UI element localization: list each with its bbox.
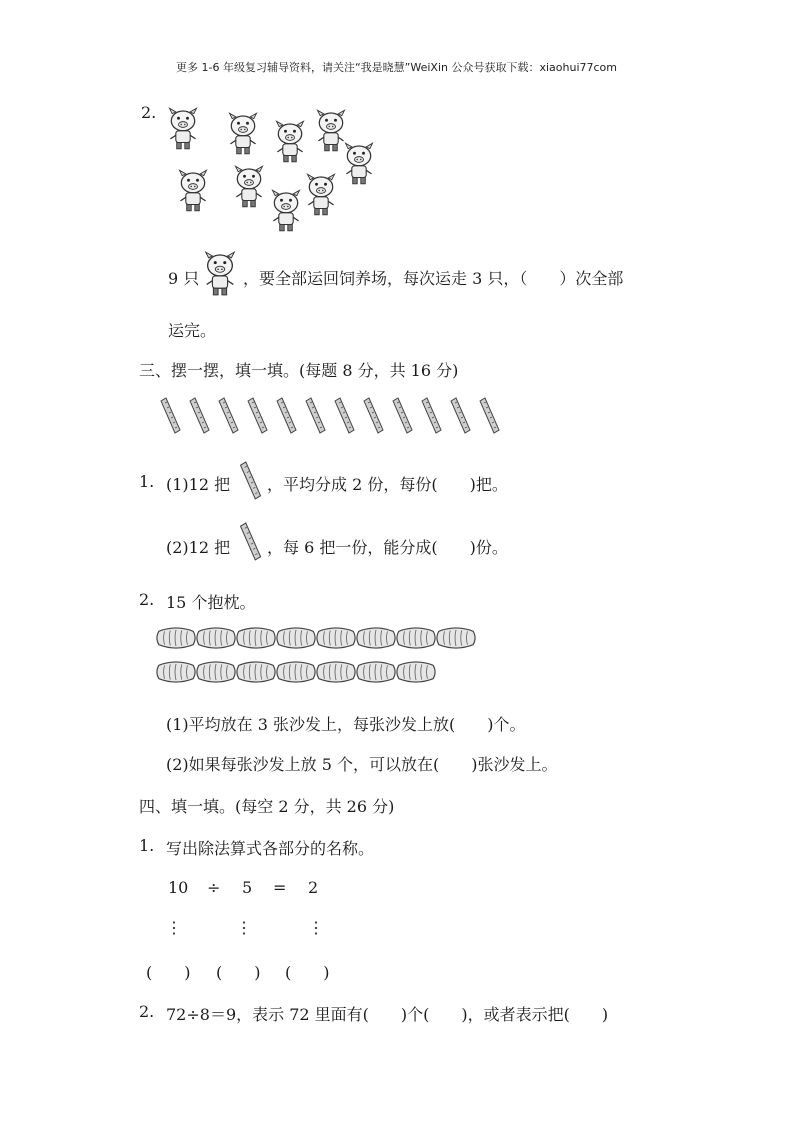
ruler-icon: [216, 397, 240, 435]
ruler-icon: [332, 397, 356, 435]
pig-icon: [303, 171, 339, 219]
ruler-icon: [477, 397, 501, 435]
pillow-icon: [275, 625, 317, 651]
section-3-title: 三、摆一摆，填一填。(每题 8 分，共 16 分): [139, 361, 459, 380]
division-names-question: 写出除法算式各部分的名称。: [166, 839, 375, 858]
pillow-question-text: 15 个抱枕。: [166, 593, 256, 612]
ruler-icon: [274, 397, 298, 435]
pillow-icon: [355, 625, 397, 651]
ruler-q-sub2-start: (2)12 把: [166, 538, 231, 557]
pig-question-text-continued: 运完。: [168, 321, 217, 340]
answer-blank-dividend[interactable]: ( ): [146, 963, 191, 982]
ruler-q-sub1-end: ，平均分成 2 份，每份( )把。: [267, 475, 508, 494]
question-number: 1.: [139, 472, 155, 491]
pillow-icon: [275, 659, 317, 685]
ruler-icon: [236, 522, 264, 562]
equals-sign: =: [273, 878, 287, 897]
pig-icon: [165, 105, 201, 153]
ruler-icon: [390, 397, 414, 435]
pillow-icon: [395, 659, 437, 685]
pillow-icon: [155, 659, 197, 685]
pig-icon: [175, 167, 211, 215]
pillow-icon: [195, 625, 237, 651]
pillow-q-sub2: (2)如果每张沙发上放 5 个，可以放在( )张沙发上。: [166, 755, 558, 774]
pointer-dots: ⋮: [236, 918, 252, 937]
ruler-icon: [419, 397, 443, 435]
pig-group-image: [165, 105, 380, 237]
question-number: 1.: [139, 836, 155, 855]
division-sign: ÷: [207, 878, 221, 897]
rulers-row-image: [158, 397, 503, 437]
ruler-icon: [158, 397, 182, 435]
pig-question-text-end: ，要全部运回饲养场，每次运走 3 只，（ ）次全部: [243, 269, 624, 288]
pillow-icon: [155, 625, 197, 651]
pillow-icon: [435, 625, 477, 651]
ruler-q-sub2-end: ，每 6 把一份，能分成( )份。: [267, 538, 508, 557]
ruler-icon: [187, 397, 211, 435]
pillow-icon: [235, 659, 277, 685]
division-meaning-question: 72÷8＝9，表示 72 里面有( )个( )，或者表示把( ): [166, 1005, 609, 1024]
pig-icon: [268, 187, 304, 235]
pig-icon: [341, 140, 377, 188]
pig-icon: [231, 163, 267, 211]
pillow-icon: [315, 625, 357, 651]
question-number: 2.: [139, 1002, 155, 1021]
ruler-icon: [448, 397, 472, 435]
ruler-icon: [245, 397, 269, 435]
question-number: 2.: [141, 103, 157, 122]
divisor: 5: [242, 878, 253, 897]
pig-icon: [201, 250, 239, 298]
pillow-icon: [355, 659, 397, 685]
pillow-icon: [235, 625, 277, 651]
pillows-image: [155, 625, 475, 695]
page-header: 更多 1-6 年级复习辅导资料，请关注“我是晓慧”WeiXin 公众号获取下载：xiaohui77com: [176, 61, 617, 74]
pointer-dots: ⋮: [308, 918, 324, 937]
ruler-icon: [236, 461, 264, 501]
pig-question-text-start: 9 只: [168, 269, 200, 288]
answer-blank-quotient[interactable]: ( ): [285, 963, 330, 982]
dividend: 10: [168, 878, 189, 897]
pillow-icon: [195, 659, 237, 685]
pointer-dots: ⋮: [166, 918, 182, 937]
answer-blank-divisor[interactable]: ( ): [216, 963, 261, 982]
pig-icon: [225, 110, 261, 158]
pillow-icon: [315, 659, 357, 685]
quotient: 2: [308, 878, 319, 897]
pig-icon: [272, 118, 308, 166]
ruler-q-sub1-start: (1)12 把: [166, 475, 231, 494]
ruler-icon: [303, 397, 327, 435]
question-number: 2.: [139, 590, 155, 609]
pillow-icon: [395, 625, 437, 651]
section-4-title: 四、填一填。(每空 2 分，共 26 分): [139, 797, 395, 816]
ruler-icon: [361, 397, 385, 435]
pillow-q-sub1: (1)平均放在 3 张沙发上，每张沙发上放( )个。: [166, 715, 526, 734]
